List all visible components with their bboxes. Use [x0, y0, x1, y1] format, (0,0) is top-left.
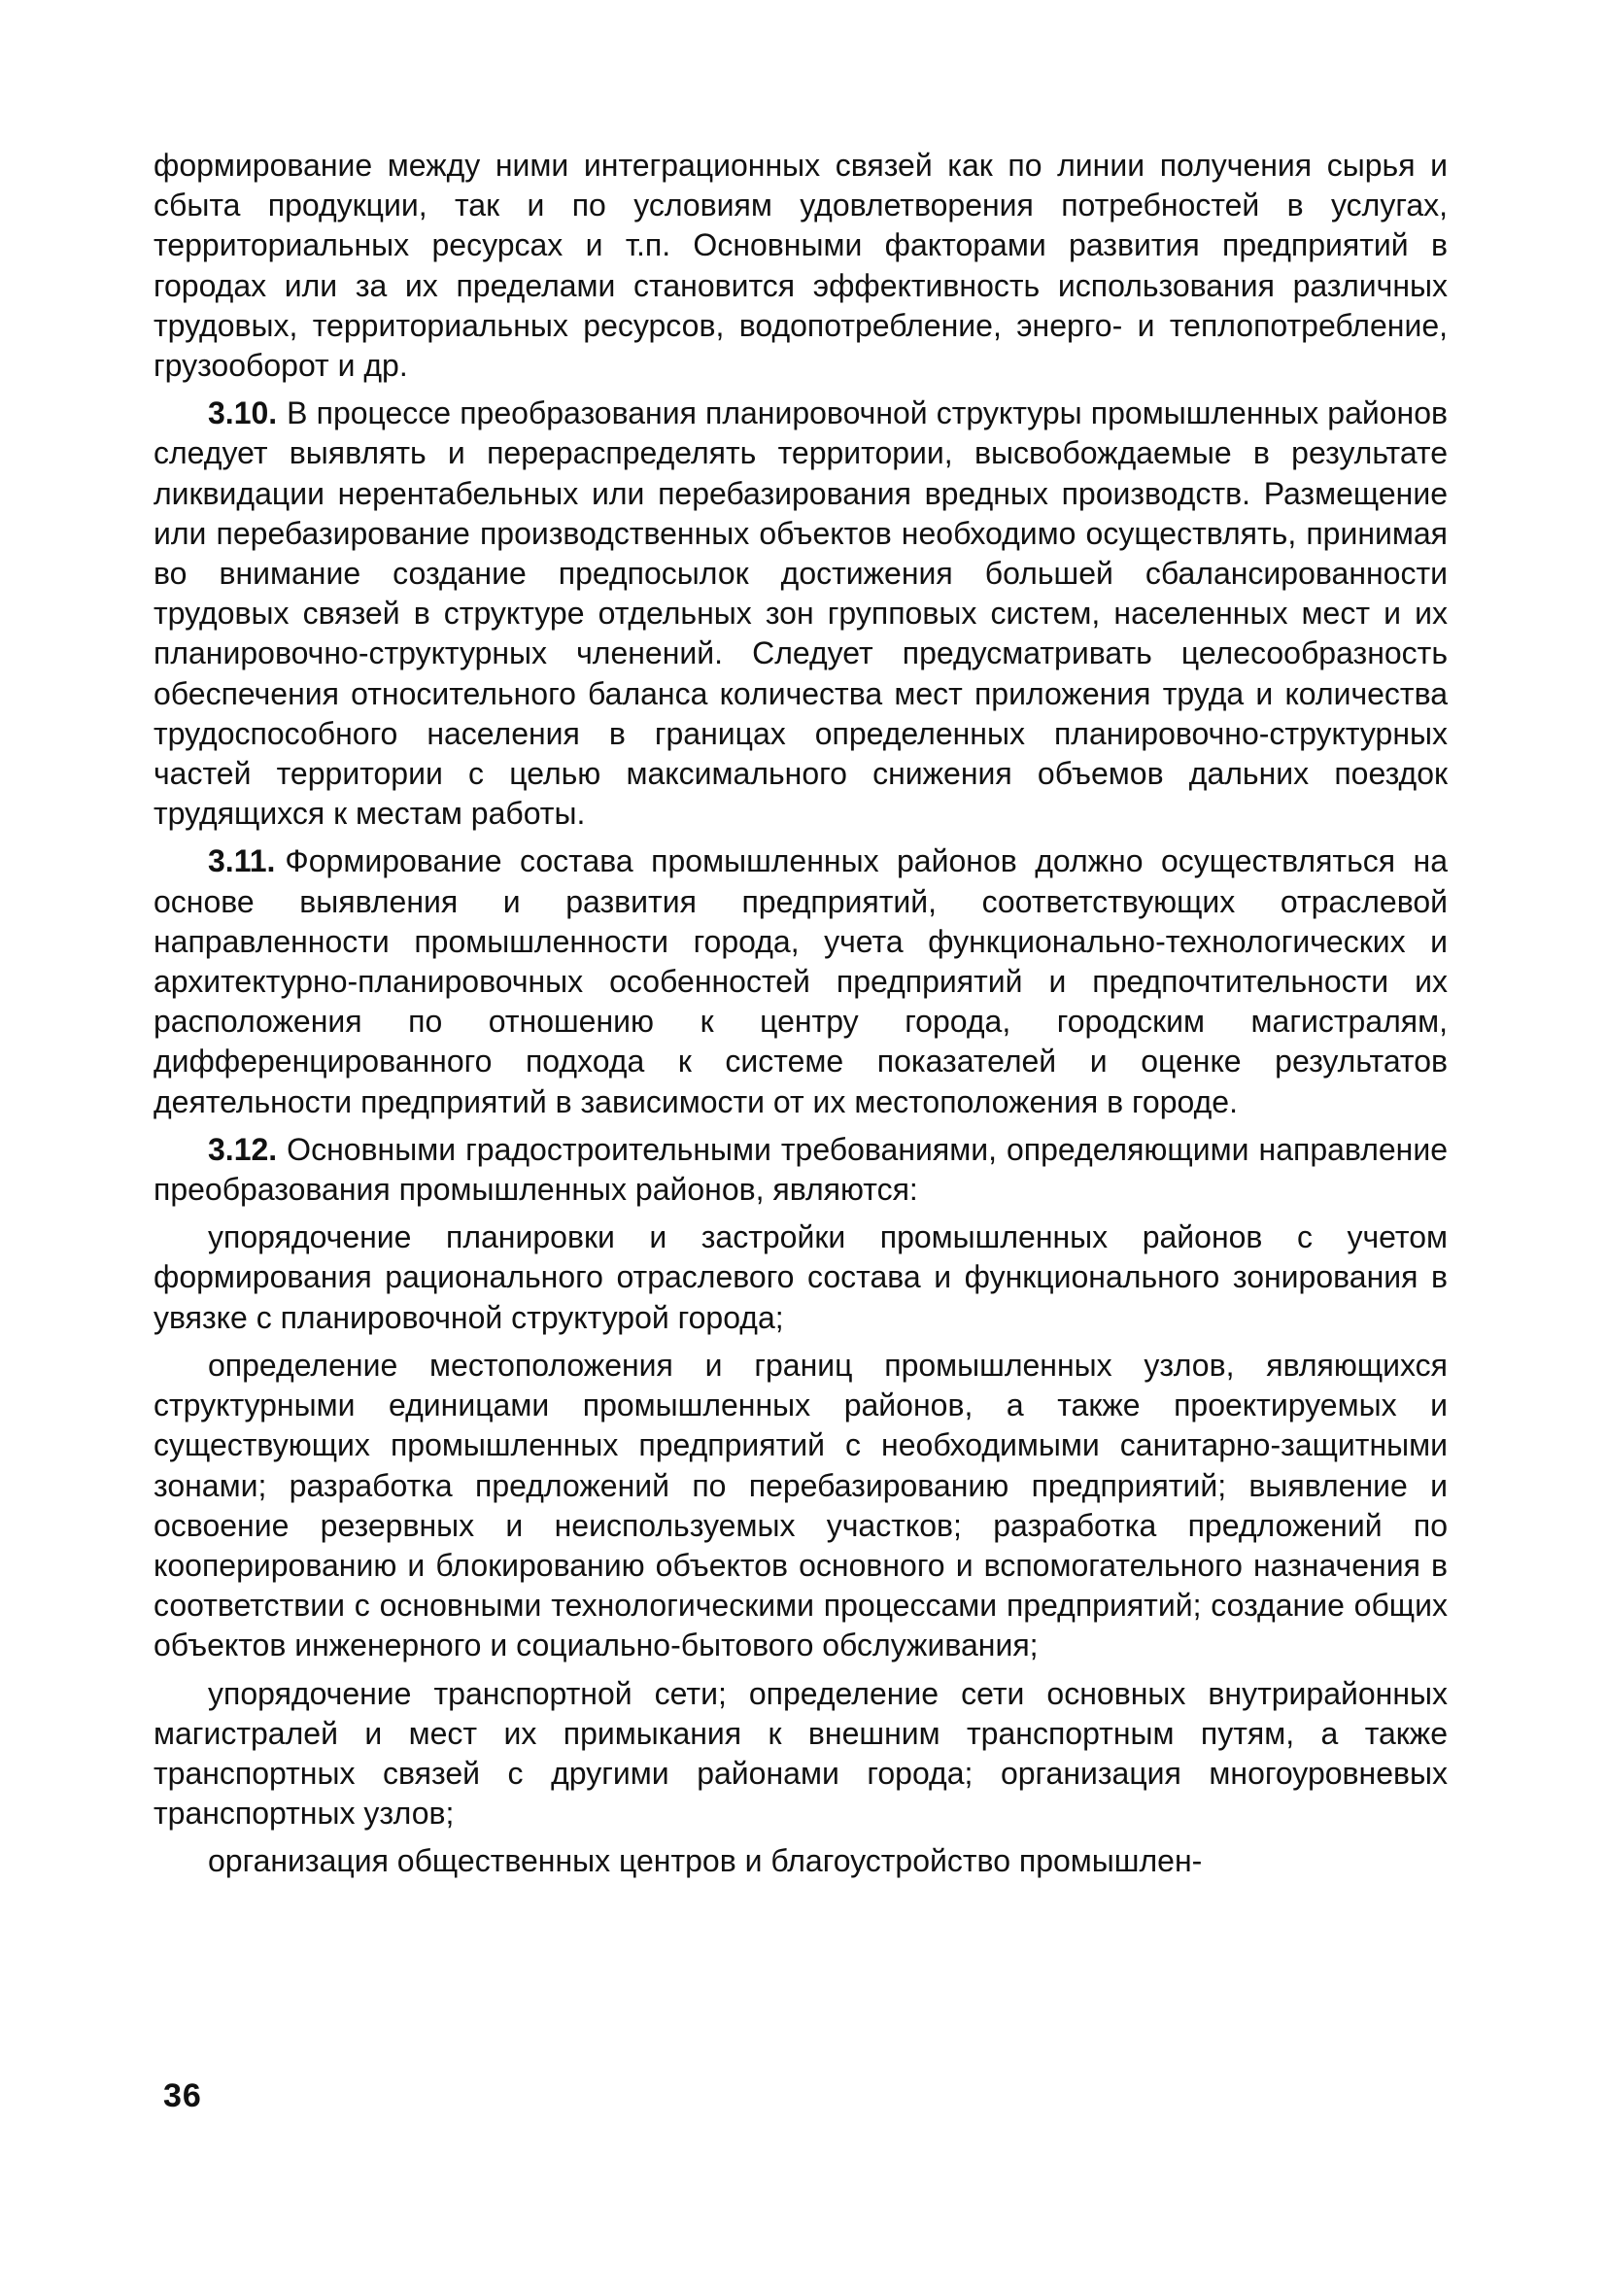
clause-number: 3.11. — [208, 843, 276, 879]
body-text — [154, 146, 1448, 1890]
requirement-item — [154, 1217, 1448, 1338]
paragraph-3-12 — [154, 1130, 1448, 1210]
paragraph-text: упорядочение планировки и застройки промышленных районов с учетом формирования рационального отраслевого состава и функционального зонирования в увязке с планировочной структурой города; — [154, 1219, 1448, 1335]
paragraph-text: определение местоположения и границ промышленных узлов, являющихся структурными единицами промышленных районов, а также проектируемых и существующих промышленных предприятий с необходимыми санитарно-защитными зонами; разработка предложений по перебазированию предприятий; выявление и освоение резервных и неиспользуемых участков; разработка предложений по кооперированию и блокированию объектов основного и вспомогательного назначения в соответствии с основными технологическими процессами предприятий; создание общих объектов инженерного и социально-бытового обслуживания; — [154, 1347, 1448, 1663]
paragraph-text: Основными градостроительными требованиями, определяющими направление преобразования промышленных районов, являются: — [154, 1131, 1448, 1208]
requirement-item — [154, 1674, 1448, 1834]
requirement-item — [154, 1346, 1448, 1666]
paragraph-text: формирование между ними интеграционных связей как по линии получения сырья и сбыта продукции, так и по условиям удовлетворения потребностей в услугах, территориальных ресурсах и т.п. Основными факторами развития предприятий в городах или за их пределами становится эффективность использования различных трудовых, территориальных ресурсов, водопотребление, энерго- и теплопотребление, грузооборот и др. — [154, 148, 1448, 384]
paragraph-text: организация общественных центров и благоустройство промышлен- — [208, 1843, 1203, 1879]
clause-number: 3.12. — [208, 1131, 278, 1167]
paragraph-intro — [154, 146, 1448, 386]
paragraph-text: упорядочение транспортной сети; определение сети основных внутрирайонных магистралей и мест их примыкания к внешним транспортным путям, а также транспортных связей с другими районами города; организация многоуровневых транспортных узлов; — [154, 1675, 1448, 1832]
paragraph-3-10 — [154, 394, 1448, 834]
clause-number: 3.10. — [208, 395, 278, 431]
page-number: 36 — [163, 2077, 202, 2114]
paragraph-text: В процессе преобразования планировочной структуры промышленных районов следует выявлять и перераспределять территории, высвобождаемые в результате ликвидации нерентабельных или перебазирования вредных производств. Размещение или перебазирование производственных объектов необходимо осуществлять, принимая во внимание создание предпосылок достижения большей сбалансированности трудовых связей в структуре отдельных зон групповых систем, населенных мест и их планировочно-структурных членений. Следует предусматривать целесообразность обеспечения относительного баланса количества мест приложения труда и количества трудоспособного населения в границах определенных планировочно-структурных частей территории с целью максимального снижения объемов дальних поездок трудящихся к местам работы. — [154, 395, 1448, 832]
paragraph-3-11 — [154, 841, 1448, 1121]
requirement-item — [154, 1841, 1448, 1881]
paragraph-text: Формирование состава промышленных районов должно осуществляться на основе выявления и развития предприятий, соответствующих отраслевой направленности промышленности города, учета функционально-технологических и архитектурно-планировочных особенностей предприятий и предпочтительности их расположения по отношению к центру города, городским магистралям, дифференцированного подхода к системе показателей и оценке результатов деятельности предприятий в зависимости от их местоположения в городе. — [154, 843, 1448, 1119]
